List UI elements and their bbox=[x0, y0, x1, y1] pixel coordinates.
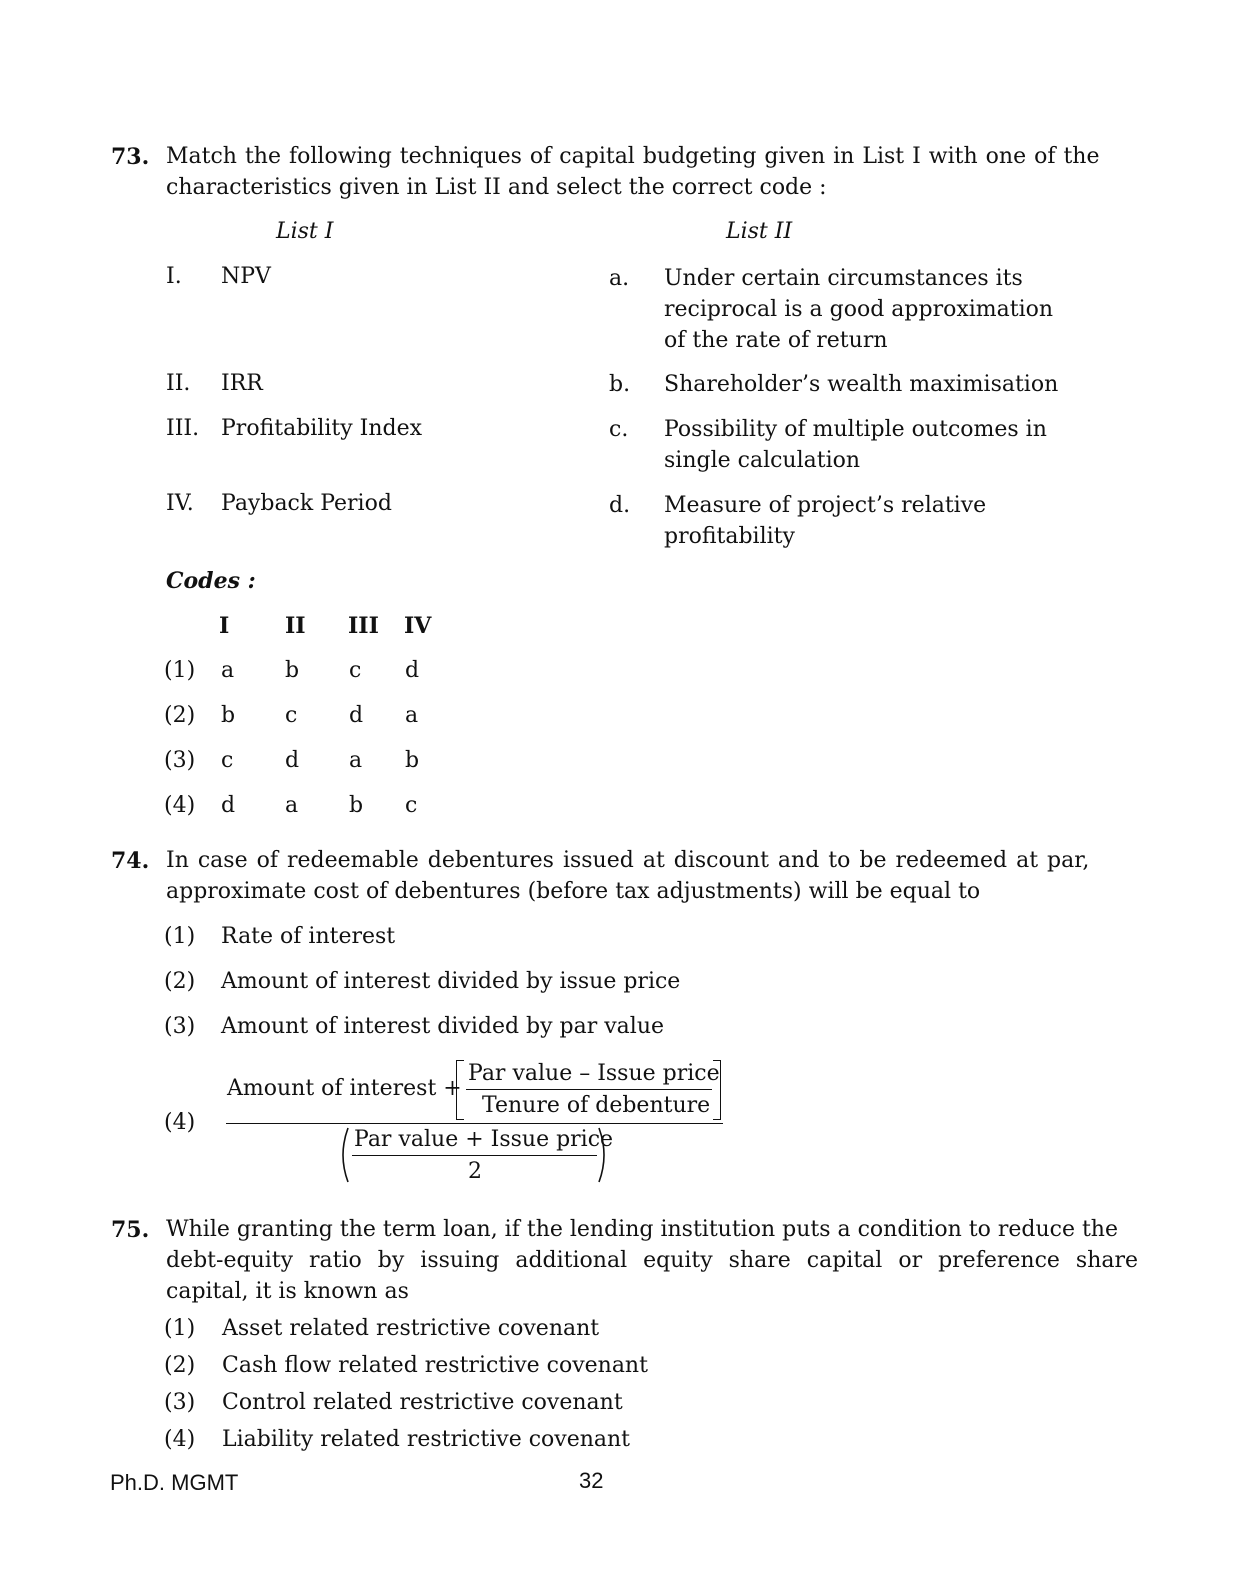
list-2-item-line: Under certain circumstances its bbox=[664, 266, 1023, 291]
exam-code: Ph.D. MGMT bbox=[110, 1470, 239, 1495]
list-1-header: List I bbox=[276, 219, 334, 244]
list-1-numeral: III. bbox=[166, 416, 200, 441]
option-number: (4) bbox=[164, 1110, 196, 1135]
denominator-fraction-bar bbox=[352, 1155, 597, 1156]
code-option: (1) bbox=[164, 658, 196, 683]
code-value: d bbox=[405, 658, 420, 683]
question-text-line: approximate cost of debentures (before tax adjustments) will be equal to bbox=[166, 879, 981, 904]
list-1-item: Profitability Index bbox=[221, 416, 423, 441]
list-2-header: List II bbox=[726, 219, 793, 244]
codes-header: I bbox=[219, 613, 230, 639]
question-text-line: In case of redeemable debentures issued at discount and to be redeemed at par, bbox=[166, 848, 1090, 873]
page-number: 32 bbox=[579, 1468, 604, 1493]
code-value: c bbox=[405, 793, 418, 818]
codes-header: III bbox=[348, 613, 379, 639]
formula-inner-denominator: Tenure of debenture bbox=[482, 1093, 711, 1118]
code-value: d bbox=[349, 703, 364, 728]
code-value: b bbox=[285, 658, 300, 683]
code-option: (3) bbox=[164, 748, 196, 773]
question-text-line: Match the following techniques of capital budgeting given in List I with one of the bbox=[166, 144, 1100, 169]
option-text: Rate of interest bbox=[221, 924, 396, 949]
question-number: 75. bbox=[111, 1217, 150, 1243]
option-text: Asset related restrictive covenant bbox=[222, 1316, 600, 1341]
code-value: d bbox=[285, 748, 300, 773]
list-1-numeral: IV. bbox=[166, 491, 194, 516]
code-value: c bbox=[349, 658, 362, 683]
option-number: (2) bbox=[164, 969, 196, 994]
option-text: Liability related restrictive covenant bbox=[222, 1427, 631, 1452]
option-text: Amount of interest divided by par value bbox=[221, 1014, 665, 1039]
formula-denominator-denominator: 2 bbox=[468, 1159, 482, 1184]
code-value: d bbox=[221, 793, 236, 818]
left-bracket-icon bbox=[456, 1060, 464, 1120]
list-2-item-line: profitability bbox=[664, 524, 795, 549]
question-text-line: While granting the term loan, if the lending institution puts a condition to reduce the bbox=[166, 1217, 1118, 1242]
option-text: Cash flow related restrictive covenant bbox=[222, 1353, 648, 1378]
code-value: c bbox=[285, 703, 298, 728]
left-paren-icon bbox=[336, 1126, 350, 1184]
option-number: (2) bbox=[164, 1353, 196, 1378]
list-1-item: NPV bbox=[221, 264, 271, 289]
formula-denominator-numerator: Par value + Issue price bbox=[354, 1127, 614, 1152]
option-number: (1) bbox=[164, 924, 196, 949]
code-value: c bbox=[221, 748, 234, 773]
list-1-numeral: II. bbox=[166, 371, 191, 396]
code-value: b bbox=[221, 703, 236, 728]
code-value: b bbox=[405, 748, 420, 773]
option-number: (1) bbox=[164, 1316, 196, 1341]
list-1-numeral: I. bbox=[166, 264, 182, 289]
code-value: a bbox=[285, 793, 299, 818]
code-option: (4) bbox=[164, 793, 196, 818]
question-number: 73. bbox=[111, 144, 150, 170]
list-2-item-line: single calculation bbox=[664, 448, 861, 473]
main-fraction-bar bbox=[226, 1123, 723, 1124]
code-value: a bbox=[405, 703, 419, 728]
option-number: (4) bbox=[164, 1427, 196, 1452]
list-1-item: IRR bbox=[221, 371, 263, 396]
code-value: b bbox=[349, 793, 364, 818]
option-text: Amount of interest divided by issue price bbox=[221, 969, 681, 994]
question-text-line: capital, it is known as bbox=[166, 1279, 409, 1304]
formula-amount-of-interest: Amount of interest + bbox=[227, 1076, 462, 1101]
code-option: (2) bbox=[164, 703, 196, 728]
option-number: (3) bbox=[164, 1390, 196, 1415]
list-2-item-line: Possibility of multiple outcomes in bbox=[664, 417, 1047, 442]
inner-fraction-bar bbox=[466, 1089, 712, 1090]
codes-header: IV bbox=[404, 613, 432, 639]
codes-label: Codes : bbox=[166, 568, 256, 594]
codes-header: II bbox=[285, 613, 306, 639]
list-2-item-line: reciprocal is a good approximation bbox=[664, 297, 1054, 322]
list-2-item-line: Measure of project’s relative bbox=[664, 493, 987, 518]
list-2-item-line: of the rate of return bbox=[664, 328, 888, 353]
list-2-letter: d. bbox=[609, 493, 631, 518]
option-text: Control related restrictive covenant bbox=[222, 1390, 623, 1415]
code-value: a bbox=[221, 658, 235, 683]
list-2-letter: c. bbox=[609, 417, 629, 442]
question-text-line: characteristics given in List II and select the correct code : bbox=[166, 175, 827, 200]
question-text-line: debt-equity ratio by issuing additional equity share capital or preference share bbox=[166, 1248, 1139, 1273]
formula-inner-numerator: Par value – Issue price bbox=[468, 1061, 720, 1086]
question-number: 74. bbox=[111, 848, 150, 874]
list-1-item: Payback Period bbox=[221, 491, 392, 516]
list-2-item-line: Shareholder’s wealth maximisation bbox=[664, 372, 1059, 397]
list-2-letter: b. bbox=[609, 372, 631, 397]
list-2-letter: a. bbox=[609, 266, 630, 291]
code-value: a bbox=[349, 748, 363, 773]
option-number: (3) bbox=[164, 1014, 196, 1039]
